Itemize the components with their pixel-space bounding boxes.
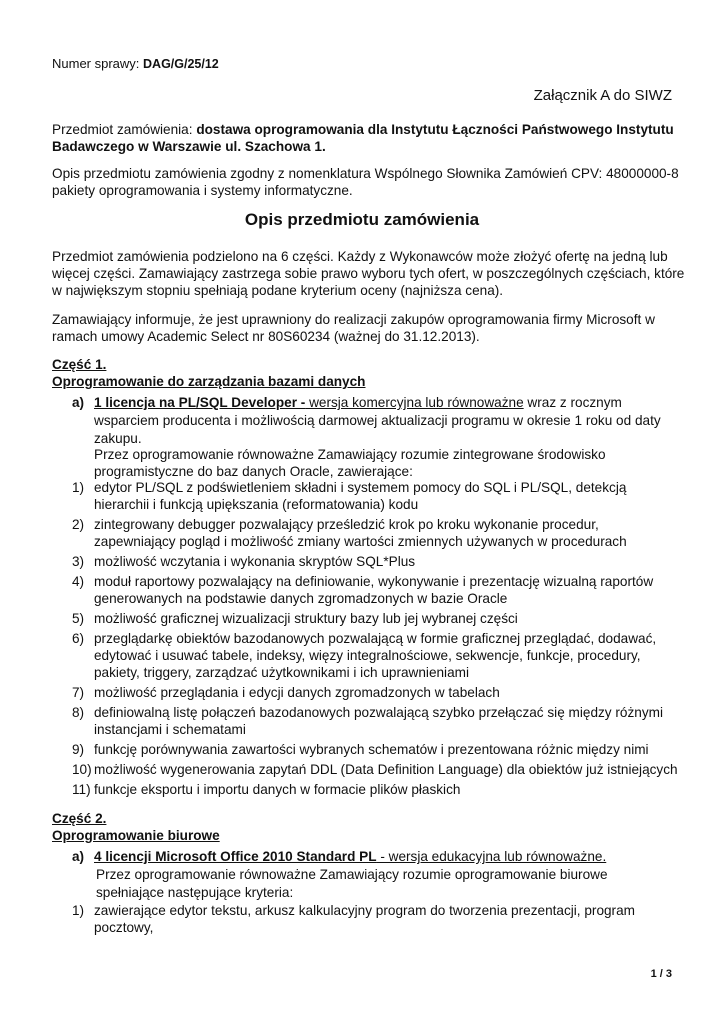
part1-subheading: Oprogramowanie do zarządzania bazami danych (52, 374, 366, 389)
list-item: 11) funkcje eksportu i importu danych w formacie plików płaskich (72, 782, 461, 797)
list-item: 2) zintegrowany debugger pozwalający prześledzić krok po kroku wykonanie procedur, zapewniający pogląd i możliwość zmiany wartości zmiennych używanych w procedurach (72, 517, 627, 549)
case-number (52, 56, 219, 71)
case-number-label: Numer sprawy: (52, 56, 144, 71)
part1-item-underlined: wersja komercyjna lub równoważne (305, 395, 524, 410)
part2-item-a (72, 848, 672, 866)
part2-subheading: Oprogramowanie biurowe (52, 828, 220, 843)
part1-description: Przez oprogramowanie równoważne Zamawiający rozumie zintegrowane środowisko programistyczne do baz danych Oracle, zawierające: (94, 447, 606, 479)
part2-item-underlined: - wersja edukacyjna lub równoważne. (376, 849, 607, 864)
part1-item-bold: 1 licencja na PL/SQL Developer - (94, 395, 306, 410)
list-item: 7) możliwość przeglądania i edycji danych zgromadzonych w tabelach (72, 685, 500, 700)
list-item: 4) moduł raportowy pozwalający na definiowanie, wykonywanie i prezentację wizualną raportów generowanych na podstawie danych zgromadzonych w bazie Oracle (72, 574, 654, 606)
part2-description: Przez oprogramowanie równoważne Zamawiający rozumie oprogramowanie biurowe spełniające następujące kryteria: (96, 867, 608, 900)
list-item: 6) przeglądarkę obiektów bazodanowych pozwalającą w formie graficznej przeglądać, dodawać, edytować i usuwać tabele, indeksy, więzy integralnościowe, sekwencje, funkcje, procedury, pakiety, triggery, zarządzać użytkownikami i ich uprawnieniami (72, 631, 657, 680)
part2-item-body (94, 848, 674, 865)
part1-item-body (94, 394, 674, 448)
subject-value: dostawa oprogramowania dla Instytutu Łączności Państwowego Instytutu Badawczego w Warszawie ul. Szachowa 1. (52, 122, 674, 154)
part2-criteria-list (72, 902, 682, 939)
list-item: 10) możliwość wygenerowania zapytań DDL (Data Definition Language) dla obiektów już istniejących (72, 762, 678, 777)
annex-label: Załącznik A do SIWZ (533, 87, 672, 104)
list-item: 3) możliwość wczytania i wykonania skryptów SQL*Plus (72, 554, 416, 569)
part1-item-a (72, 394, 672, 446)
page-title: Opis przedmiotu zamówienia (244, 210, 480, 229)
part1-item-label: a) (72, 395, 85, 410)
part1-criteria-list (72, 479, 682, 801)
page-number: 1 / 3 (650, 968, 672, 980)
part1-heading: Część 1. (52, 357, 107, 372)
list-item: 9) funkcję porównywania zawartości wybranych schematów i prezentowana różnic między nimi (72, 742, 649, 757)
subject-label: Przedmiot zamówienia: (52, 122, 197, 137)
intro-paragraph-2: Zamawiający informuje, że jest uprawniony do realizacji zakupów oprogramowania firmy Microsoft w ramach umowy Academic Select nr 80S60234 (ważnej do 31.12.2013). (52, 312, 655, 344)
list-item: 8) definiowalną listę połączeń bazodanowych pozwalającą szybko przełączać się między różnymi instancjami i schematami (72, 705, 663, 737)
part2-header (52, 810, 220, 844)
part2-item-label: a) (72, 849, 85, 864)
intro-paragraph-1: Przedmiot zamówienia podzielono na 6 części. Każdy z Wykonawców może złożyć ofertę na jedną lub więcej części. Zamawiający zastrzega sobie prawo wyboru tych ofert, w poszczególnych częściach, które w największym stopniu spełniają podane kryterium oceny (najniższa cena). (52, 249, 685, 298)
part1-header (52, 356, 366, 390)
part2-heading: Część 2. (52, 811, 107, 826)
part2-item-bold: 4 licencji Microsoft Office 2010 Standard PL (94, 849, 377, 864)
list-item: 5) możliwość graficznej wizualizacji struktury bazy lub jej wybranej części (72, 611, 518, 626)
part1-item-rest: wraz z rocznym wsparciem producenta i możliwością darmowej aktualizacji programu w okresie 1 roku od daty zakupu. (94, 395, 661, 446)
subject-paragraph (52, 121, 682, 155)
list-item: 1) edytor PL/SQL z podświetleniem składni i systemem pomocy do SQL i PL/SQL, detekcją hierarchii i funkcją upiększania (reformatowania) kodu (72, 480, 627, 512)
list-item: 1) zawierające edytor tekstu, arkusz kalkulacyjny program do tworzenia prezentacji, program pocztowy, (72, 903, 635, 935)
cpv-paragraph: Opis przedmiotu zamówienia zgodny z nomenklatura Wspólnego Słownika Zamówień CPV: 48000000-8 pakiety oprogramowania i systemy informatyczne. (52, 166, 679, 198)
case-number-value: DAG/G/25/12 (143, 57, 219, 71)
